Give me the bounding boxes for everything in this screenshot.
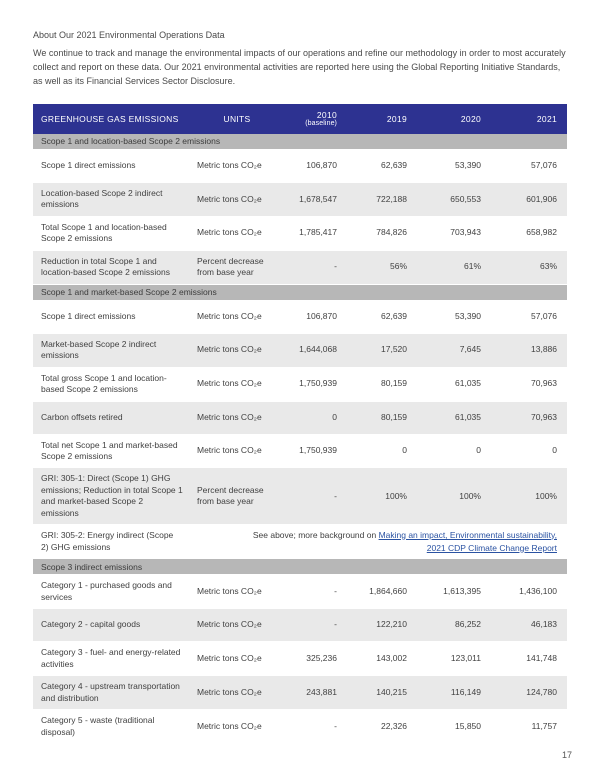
row-label: Category 2 - capital goods [41,619,141,630]
row-value-2019: 62,639 [381,310,407,321]
row-units: Metric tons CO₂e [197,411,262,422]
col-header-2020: 2020 [460,113,481,124]
row-value-2020: 61,035 [455,378,481,389]
row-label: Reduction in total Scope 1 and location-based Scope 2 emissions [41,255,170,278]
col-header-2010-year: 2010 [316,109,337,120]
row-value-2020: 61,035 [455,411,481,422]
table-row [33,468,567,525]
page-number: 17 [561,750,572,760]
row-value-2010: 0 [332,411,337,422]
table-row [33,676,567,710]
row-value-2019: 0 [402,445,407,456]
col-header-baseline-note: (baseline) [305,119,337,127]
table-row [33,642,567,676]
row-value-2021: 46,183 [531,619,557,630]
table-row [33,609,567,642]
row-label: GRI: 305-1: Direct (Scope 1) GHG emissions; Reduction in total Scope 1 and market-based Scope 2 emissions [41,473,183,518]
row-value-2021: 124,780 [526,686,557,697]
row-value-2010: - [334,619,337,630]
row-units: Metric tons CO₂e [197,720,262,731]
row-value-2010: - [334,261,337,272]
note-link-2[interactable]: 2021 CDP Climate Change Report [426,542,557,553]
row-value-2021: 100% [535,490,557,501]
row-units: Metric tons CO₂e [197,378,262,389]
section-label: Scope 3 indirect emissions [41,561,143,572]
row-value-2021: 141,748 [526,652,557,663]
row-label: GRI: 305-2: Energy indirect (Scope 2) GHG emissions [41,530,174,552]
row-units: Metric tons CO₂e [197,227,262,238]
row-label: Total net Scope 1 and market-based Scope 2 emissions [41,439,178,461]
table-row [33,183,567,217]
row-value-2019: 1,864,660 [369,585,407,596]
row-value-2020: 0 [476,445,481,456]
table-row [33,402,567,435]
row-value-2020: 650,553 [450,193,481,204]
table-body [33,134,567,744]
row-value-2019: 100% [385,490,407,501]
row-units: Metric tons CO₂e [197,445,262,456]
row-value-2010: - [334,720,337,731]
row-value-2020: 123,011 [450,652,481,663]
row-label: Scope 1 direct emissions [41,160,136,171]
row-value-2021: 658,982 [526,227,557,238]
ghg-table [33,104,567,744]
col-header-2010 [281,110,347,129]
note-link-1[interactable]: Making an impact, Environmental sustainability, [378,529,557,540]
row-value-2019: 80,159 [381,411,407,422]
row-value-2010: - [334,585,337,596]
intro-title: About Our 2021 Environmental Operations Data [33,30,225,40]
row-value-2021: 1,436,100 [519,585,557,596]
row-value-2020: 15,850 [455,720,481,731]
row-label: Location-based Scope 2 indirect emissions [41,187,163,210]
row-value-2020: 53,390 [455,310,481,321]
row-value-2020: 7,645 [459,344,481,355]
row-value-2010: 106,870 [306,160,337,171]
row-value-2020: 86,252 [455,619,481,630]
table-row-note [33,525,567,559]
row-value-2010: 1,785,417 [299,227,337,238]
row-value-2021: 70,963 [531,411,557,422]
row-value-2021: 601,906 [526,193,557,204]
row-value-2010: 106,870 [306,310,337,321]
col-header-units: UNITS [223,113,251,124]
table-row [33,301,567,334]
row-label: Total gross Scope 1 and location-based Scope 2 emissions [41,372,167,395]
table-section-header [33,559,567,575]
row-value-2019: 143,002 [376,652,407,663]
row-value-2020: 1,613,395 [443,585,481,596]
row-value-2021: 57,076 [531,160,557,171]
col-header-emissions: GREENHOUSE GAS EMISSIONS [41,113,179,124]
row-units: Percent decrease from base year [197,484,264,507]
row-value-2019: 56% [389,261,407,272]
row-label: Category 4 - upstream transportation and distribution [41,681,180,703]
row-note [193,529,567,555]
table-row [33,435,567,469]
row-label: Category 5 - waste (traditional disposal) [41,715,155,737]
table-row [33,150,567,183]
row-label: Carbon offsets retired [41,411,123,422]
row-value-2019: 140,215 [376,686,407,697]
row-value-2021: 0 [552,445,557,456]
col-header-2019: 2019 [386,113,407,124]
row-units: Metric tons CO₂e [197,310,262,321]
table-row [33,217,567,251]
table-header [33,104,567,134]
row-value-2020: 61% [463,261,481,272]
intro-paragraph: We continue to track and manage the environmental impacts of our operations and refine our methodology in order to most accurately collect and report on these data. Our 2021 environmental activities are reported here using the Global Reporting Initiative Standards, as well as its Financial Services Sector Disclosure. [33,48,566,86]
row-units: Metric tons CO₂e [197,344,262,355]
table-row [33,575,567,609]
row-value-2021: 13,886 [531,344,557,355]
row-value-2010: 1,750,939 [299,378,337,389]
row-label: Scope 1 direct emissions [41,310,136,321]
row-value-2019: 17,520 [381,344,407,355]
row-units: Percent decrease from base year [197,255,264,278]
row-label: Category 3 - fuel- and energy-related activities [41,647,181,669]
row-units: Metric tons CO₂e [197,193,262,204]
row-value-2021: 11,757 [531,720,557,731]
row-value-2010: 243,881 [306,686,337,697]
row-label: Total Scope 1 and location-based Scope 2 emissions [41,221,167,244]
note-prefix-text: See above; more background on [252,529,379,540]
row-value-2020: 100% [459,490,481,501]
row-value-2019: 80,159 [381,378,407,389]
section-label: Scope 1 and location-based Scope 2 emissions [41,136,221,147]
row-value-2020: 703,943 [450,227,481,238]
row-value-2019: 62,639 [381,160,407,171]
row-value-2019: 722,188 [376,193,407,204]
row-value-2020: 53,390 [455,160,481,171]
row-value-2019: 784,826 [376,227,407,238]
row-units: Metric tons CO₂e [197,160,262,171]
table-section-header [33,285,567,301]
row-units: Metric tons CO₂e [197,652,262,663]
row-value-2010: 1,644,068 [299,344,337,355]
row-units: Metric tons CO₂e [197,619,262,630]
table-row [33,334,567,368]
table-section-header [33,134,567,150]
row-value-2021: 63% [539,261,557,272]
table-row [33,710,567,744]
row-value-2019: 122,210 [376,619,407,630]
row-value-2019: 22,326 [381,720,407,731]
row-value-2021: 57,076 [531,310,557,321]
row-value-2010: 325,236 [306,652,337,663]
row-value-2021: 70,963 [531,378,557,389]
table-row [33,251,567,285]
row-units: Metric tons CO₂e [197,686,262,697]
row-value-2010: 1,678,547 [299,193,337,204]
row-label: Category 1 - purchased goods and services [41,580,172,602]
row-label: Market-based Scope 2 indirect emissions [41,338,157,361]
section-label: Scope 1 and market-based Scope 2 emissions [41,287,217,298]
row-units: Metric tons CO₂e [197,585,262,596]
row-value-2020: 116,149 [450,686,481,697]
col-header-2021: 2021 [536,113,557,124]
row-value-2010: 1,750,939 [299,445,337,456]
row-value-2010: - [334,490,337,501]
table-row [33,368,567,402]
